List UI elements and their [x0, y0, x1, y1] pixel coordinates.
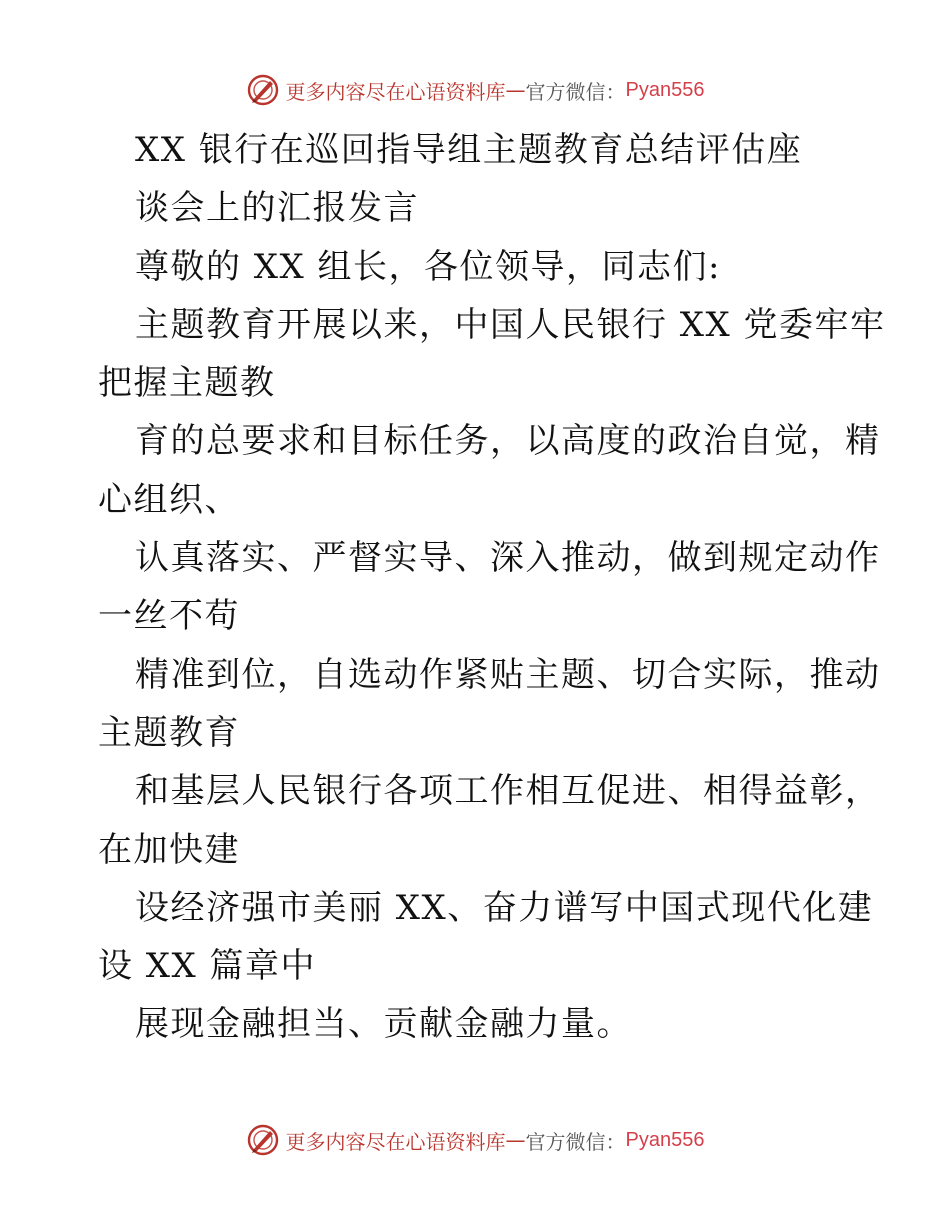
banner-wechat-label: 官方微信： [525, 79, 626, 104]
footer-watermark-banner [0, 1120, 950, 1160]
pen-circle-logo-icon [246, 1123, 280, 1157]
banner-red-text: 更多内容尽在心语资料库 [285, 79, 506, 104]
document-line: 设经济强市美丽 XX、奋力谱写中国式现代化建 [135, 887, 874, 928]
document-line: 把握主题教 [98, 363, 276, 404]
banner-red-text: 更多内容尽在心语资料库 [285, 1129, 506, 1154]
banner-wechat-id: Pyan556 [625, 1128, 705, 1151]
banner-wechat-label: 官方微信： [525, 1129, 626, 1154]
banner-dash: — [505, 1128, 526, 1152]
header-watermark-banner [0, 70, 950, 110]
document-line: 和基层人民银行各项工作相互促进、相得益彰， [135, 771, 881, 812]
pen-circle-logo-icon [246, 73, 280, 107]
document-line: 尊敬的 XX 组长，各位领导，同志们: [135, 246, 721, 287]
banner-dash: — [505, 78, 526, 102]
document-line: 主题教育 [98, 712, 240, 753]
banner-wechat-id: Pyan556 [625, 78, 705, 101]
document-line: 认真落实、严督实导、深入推动，做到规定动作 [135, 538, 881, 579]
document-line: 主题教育开展以来，中国人民银行 XX 党委牢牢 [135, 304, 886, 345]
document-line: 一丝不苟 [98, 596, 240, 637]
document-line: 心组织、 [98, 479, 240, 520]
document-line: 设 XX 篇章中 [98, 946, 317, 987]
document-line: 谈会上的汇报发言 [135, 188, 419, 229]
document-body [98, 121, 886, 1054]
document-line: 展现金融担当、贡献金融力量。 [135, 1004, 632, 1045]
document-line: 育的总要求和目标任务，以高度的政治自觉，精 [135, 421, 881, 462]
document-line: 在加快建 [98, 829, 240, 870]
document-line: XX 银行在巡回指导组主题教育总结评估座 [135, 130, 803, 170]
document-line: 精准到位，自选动作紧贴主题、切合实际，推动 [135, 654, 881, 695]
